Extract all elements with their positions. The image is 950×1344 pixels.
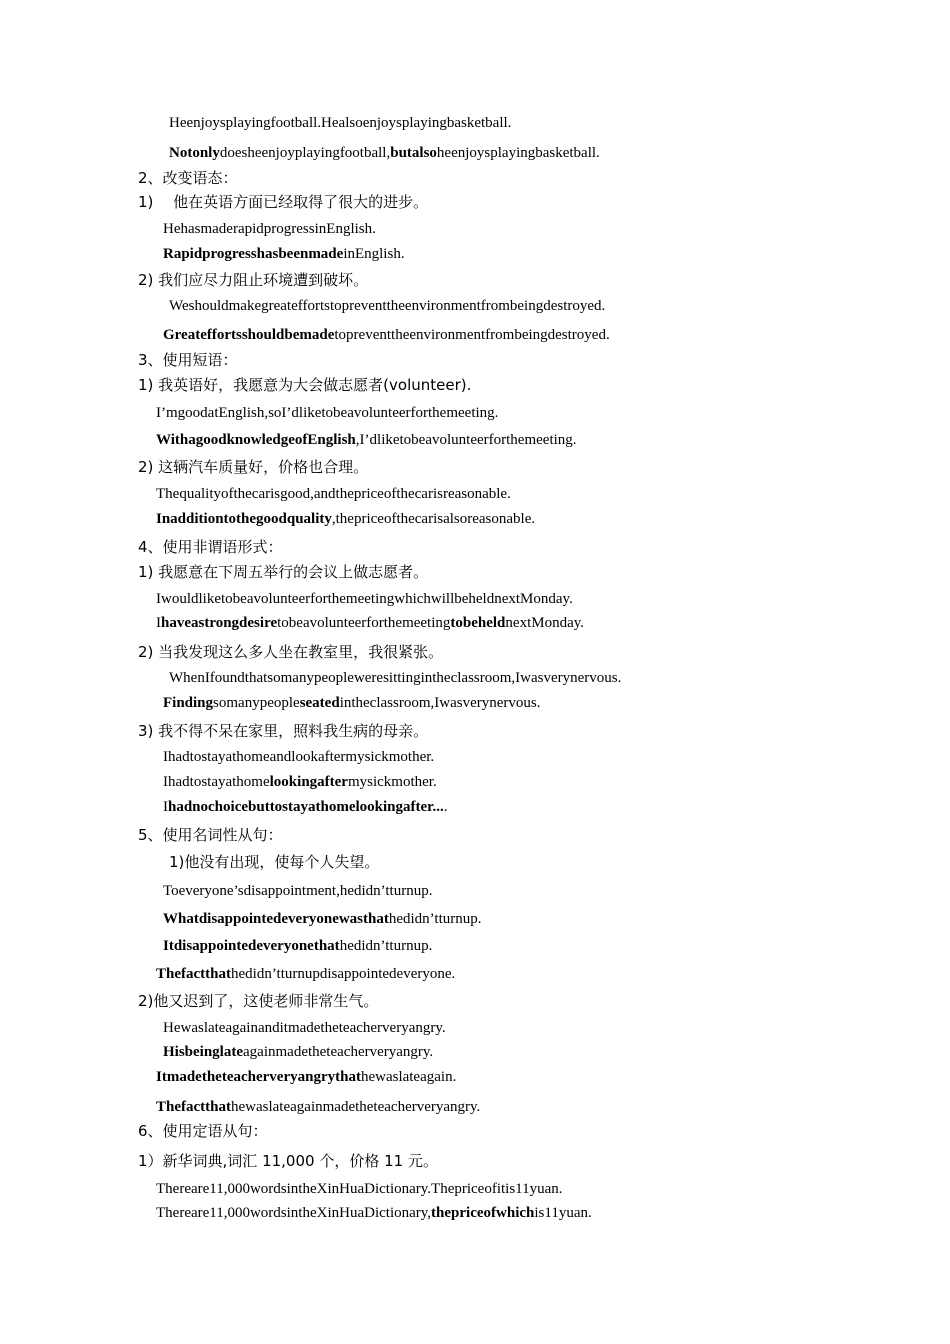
text-run: 2) 当我发现这么多人坐在教室里，我很紧张。 <box>138 643 444 661</box>
text-run: ,thepriceofthecarisalsoreasonable. <box>331 511 536 527</box>
text-line <box>156 403 498 423</box>
text-line <box>163 1018 446 1038</box>
bold-phrase: Greateffortsshouldbemade <box>163 327 335 343</box>
text-line <box>169 113 511 133</box>
text-run: I’mgoodatEnglish,soI’dliketobeavolunteerforthemeeting. <box>156 405 499 421</box>
text-run: Ihadtostayathome <box>163 774 270 790</box>
text-run: nextMonday. <box>505 615 585 631</box>
text-line <box>156 1203 592 1223</box>
text-line <box>138 825 283 846</box>
text-run: 3、使用短语： <box>138 351 238 369</box>
text-run: ,I’dliketobeavolunteerforthemeeting. <box>355 432 577 448</box>
text-run: IwouldliketobeavolunteerforthemeetingwhichwillbeheldnextMonday. <box>156 591 573 607</box>
text-run: somanypeople <box>213 695 300 711</box>
text-line <box>163 797 447 817</box>
text-line <box>163 936 432 956</box>
bold-phrase: Thefactthat <box>156 966 231 982</box>
text-run: hewaslateagain. <box>360 1069 457 1085</box>
text-line <box>156 589 573 609</box>
bold-phrase: haveastrongdesire <box>161 615 278 631</box>
text-line <box>163 244 405 264</box>
text-run: 5、使用名词性从句： <box>138 826 283 844</box>
text-line <box>163 693 540 713</box>
text-line <box>138 537 283 558</box>
text-line <box>163 747 434 767</box>
text-line <box>156 430 577 450</box>
bold-phrase: lookingafter <box>269 774 348 790</box>
text-line <box>138 562 428 583</box>
text-run: Weshouldmakegreateffortstopreventtheenvironmentfrombeingdestroyed. <box>169 298 606 314</box>
bold-phrase: Whatdisappointedeveryonewasthat <box>163 911 389 927</box>
bold-phrase: Inadditiontothegoodquality <box>156 511 332 527</box>
text-run: hedidn’tturnup. <box>339 938 433 954</box>
text-run: topreventtheenvironmentfrombeingdestroyed. <box>334 327 610 343</box>
bold-phrase: WithagoodknowledgeofEnglish <box>156 432 356 448</box>
text-line <box>138 991 378 1012</box>
text-run: 1) 我英语好，我愿意为大会做志愿者(volunteer). <box>138 376 472 394</box>
text-run: heenjoysplayingbasketball. <box>436 145 600 161</box>
text-line <box>138 457 368 478</box>
text-run: is11yuan. <box>534 1205 592 1221</box>
bold-phrase: Finding <box>163 695 214 711</box>
text-line <box>138 192 428 213</box>
text-run: HehasmaderapidprogressinEnglish. <box>163 221 376 237</box>
bold-phrase: hadnochoicebuttostayathomelookingafter... <box>168 799 444 815</box>
text-line <box>169 668 621 688</box>
text-run: 2、改变语态： <box>138 169 238 187</box>
text-run: inEnglish. <box>343 246 405 262</box>
text-line <box>138 1121 268 1142</box>
text-line <box>169 143 600 163</box>
text-line <box>138 642 443 663</box>
text-run: 2) 我们应尽力阻止环境遭到破坏。 <box>138 271 369 289</box>
text-run: . <box>443 799 448 815</box>
bold-phrase: seated <box>299 695 340 711</box>
bold-phrase: Rapidprogresshasbeenmade <box>163 246 344 262</box>
text-run: I <box>156 615 161 631</box>
text-run: hedidn’tturnup. <box>388 911 482 927</box>
text-run: againmadetheteacherveryangry. <box>243 1044 434 1060</box>
text-run: 4、使用非谓语形式： <box>138 538 283 556</box>
text-run: Thereare11,000wordsintheXinHuaDictionary, <box>156 1205 432 1221</box>
text-run: 2) 这辆汽车质量好，价格也合理。 <box>138 458 369 476</box>
text-line <box>156 1067 456 1087</box>
text-line <box>156 1097 480 1117</box>
text-run: Thereare11,000wordsintheXinHuaDictionary.Thepriceofitis11yuan. <box>156 1181 563 1197</box>
bold-phrase: tobeheld <box>450 615 506 631</box>
text-line <box>138 721 428 742</box>
text-run: Thequalityofthecarisgood,andthepriceofthecarisreasonable. <box>156 486 511 502</box>
bold-phrase: Thefactthat <box>156 1099 231 1115</box>
text-line <box>138 375 471 396</box>
text-run: tobeavolunteerforthemeeting <box>277 615 451 631</box>
text-line <box>156 1179 563 1199</box>
text-line <box>163 881 432 901</box>
text-run: 1）新华词典,词汇 11,000 个，价格 11 元。 <box>138 1152 438 1170</box>
text-run: I <box>163 799 168 815</box>
text-run: 1) 我愿意在下周五举行的会议上做志愿者。 <box>138 563 429 581</box>
text-line <box>138 270 368 291</box>
text-line <box>138 350 238 371</box>
text-line <box>156 509 535 529</box>
text-run: 3) 我不得不呆在家里，照料我生病的母亲。 <box>138 722 429 740</box>
text-run: hedidn’tturnupdisappointedeveryone. <box>231 966 456 982</box>
text-line <box>156 484 511 504</box>
text-run: Toeveryone’sdisappointment,hedidn’tturnup. <box>163 883 433 899</box>
text-line <box>163 219 376 239</box>
text-run: intheclassroom,Iwasverynervous. <box>339 695 541 711</box>
text-run: 1) 他在英语方面已经取得了很大的进步。 <box>138 193 429 211</box>
text-line <box>138 168 238 189</box>
text-line <box>156 964 455 984</box>
text-line <box>156 613 584 633</box>
text-line <box>169 852 379 873</box>
text-run: doesheenjoyplayingfootball, <box>219 145 391 161</box>
text-run: WhenIfoundthatsomanypeopleweresittingintheclassroom,Iwasverynervous. <box>169 670 622 686</box>
text-run: 6、使用定语从句： <box>138 1122 268 1140</box>
text-run: mysickmother. <box>347 774 437 790</box>
text-run: 2)他又迟到了，这使老师非常生气。 <box>138 992 379 1010</box>
bold-phrase: Itmadetheteacherveryangrythat <box>156 1069 361 1085</box>
bold-phrase: Hisbeinglate <box>163 1044 244 1060</box>
text-line <box>138 1151 438 1172</box>
bold-phrase: thepriceofwhich <box>431 1205 535 1221</box>
text-line <box>163 909 482 929</box>
text-run: Ihadtostayathomeandlookaftermysickmother. <box>163 749 435 765</box>
bold-phrase: butalso <box>390 145 437 161</box>
text-run: Heenjoysplayingfootball.Healsoenjoysplayingbasketball. <box>169 115 512 131</box>
text-line <box>163 772 437 792</box>
text-run: 1)他没有出现，使每个人失望。 <box>169 853 380 871</box>
bold-phrase: Notonly <box>169 145 220 161</box>
text-line <box>169 296 605 316</box>
text-line <box>163 1042 433 1062</box>
bold-phrase: Itdisappointedeveryonethat <box>163 938 340 954</box>
text-run: Hewaslateagainanditmadetheteacherveryangry. <box>163 1020 446 1036</box>
text-run: hewaslateagainmadetheteacherveryangry. <box>231 1099 481 1115</box>
text-line <box>163 325 610 345</box>
